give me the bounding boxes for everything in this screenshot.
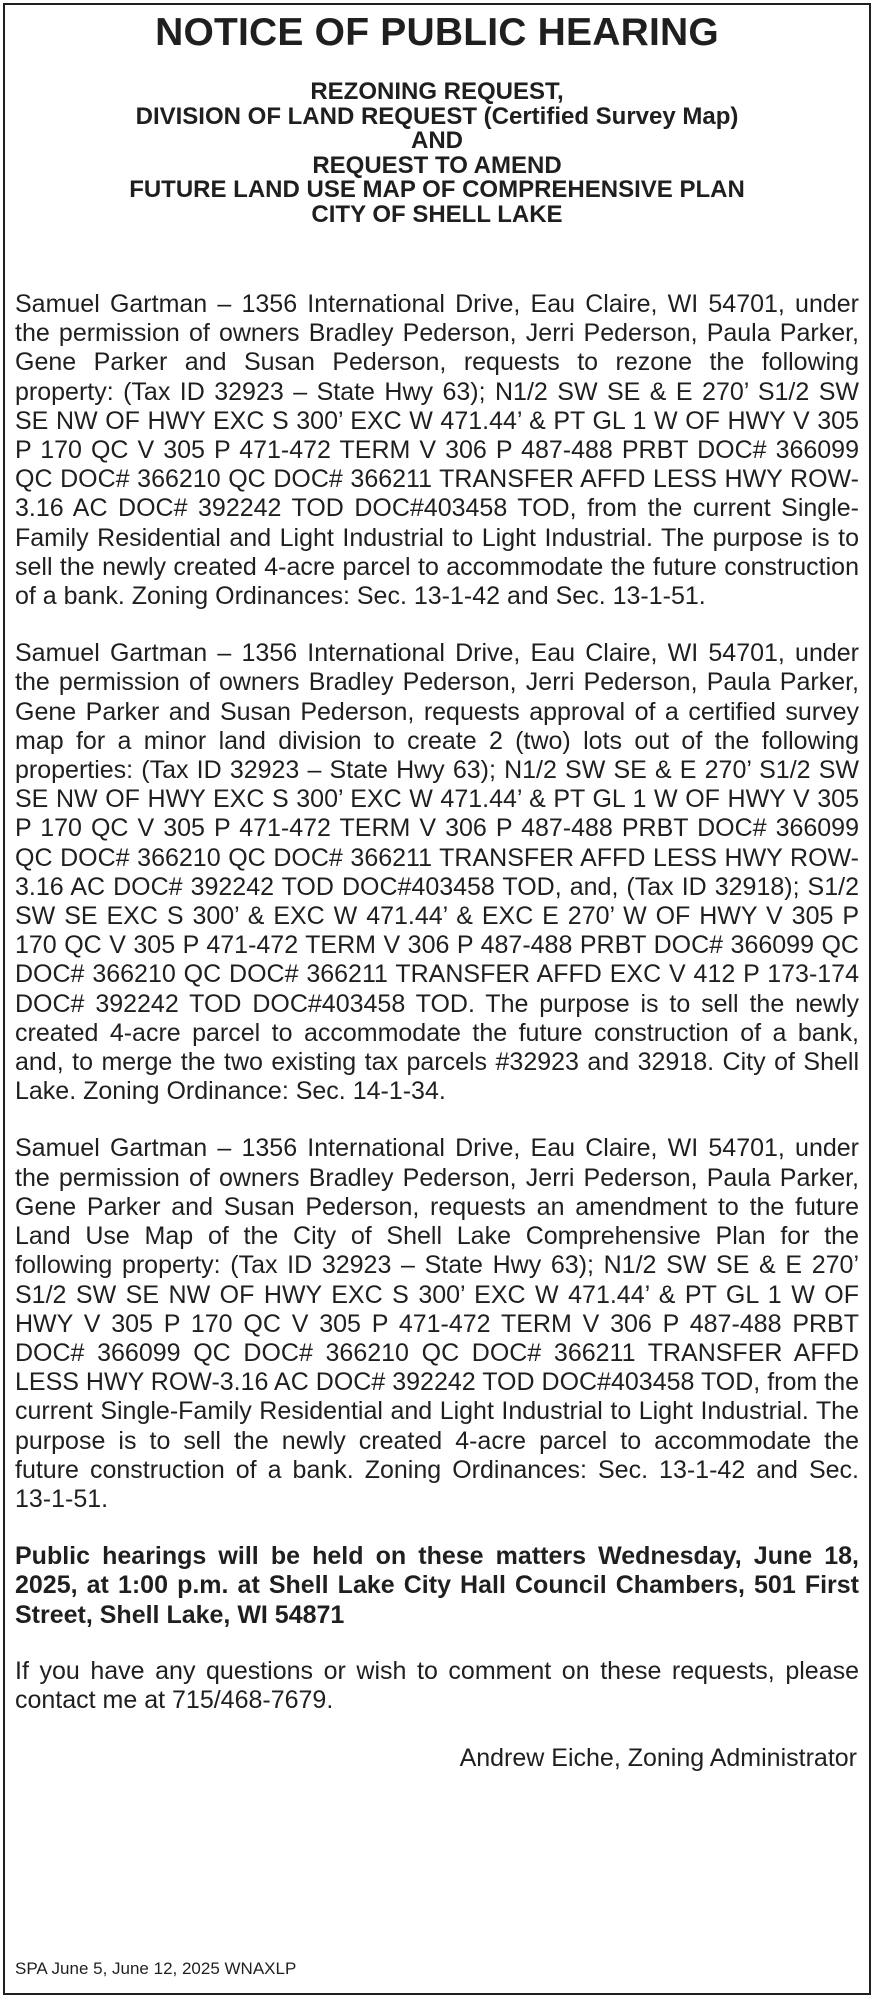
subheading-future-land-use: FUTURE LAND USE MAP OF COMPREHENSIVE PLAN — [129, 176, 745, 203]
hearing-statement: Public hearings will be held on these matters Wednesday, June 18, 2025, at 1:00 p.m. at Shell Lake City Hall Council Chambers, 501 First Street, Shell Lake, WI 54871 — [15, 1542, 859, 1629]
signature: Andrew Eiche, Zoning Administrator — [459, 1744, 857, 1773]
publication-footer: SPA June 5, June 12, 2025 WNAXLP — [15, 1959, 297, 1978]
notice-title: NOTICE OF PUBLIC HEARING — [155, 11, 719, 54]
subheading-division: DIVISION OF LAND REQUEST (Certified Survey Map) — [135, 102, 739, 130]
notice-body — [15, 290, 859, 1773]
subheading-amend: REQUEST TO AMEND — [312, 151, 562, 179]
paragraph-rezoning-request: Samuel Gartman – 1356 International Drive, Eau Claire, WI 54701, under the permission of owners Bradley Pederson, Jerri Pederson, Paula Parker, Gene Parker and Susan Pederson, requests to rezone the following property: (Tax ID 32923 – State Hwy 63); N1/2 SW SE & E 270’ S1/2 SW SE NW OF HWY EXC S 300’ EXC W 471.44’ & PT GL 1 W OF HWY V 305 P 170 QC V 305 P 471-472 TERM V 306 P 487-488 PRBT DOC# 366099 QC DOC# 366210 QC DOC# 366211 TRANSFER AFFD LESS HWY ROW-3.16 AC DOC# 392242 TOD DOC#403458 TOD, from the current Single-Family Residential and Light Industrial to Light Industrial. The purpose is to sell the newly created 4-acre parcel to accommodate the future construction of a bank. Zoning Ordinances: Sec. 13-1-42 and Sec. 13-1-51. — [15, 290, 859, 611]
subheading-rezoning: REZONING REQUEST, — [310, 78, 564, 105]
notice-frame — [3, 3, 871, 1995]
subheading-and: AND — [411, 127, 463, 154]
paragraph-land-use-amendment: Samuel Gartman – 1356 International Drive, Eau Claire, WI 54701, under the permission of owners Bradley Pederson, Jerri Pederson, Paula Parker, Gene Parker and Susan Pederson, requests an amendment to the future Land Use Map of the City of Shell Lake Comprehensive Plan for the following property: (Tax ID 32923 – State Hwy 63); N1/2 SW SE & E 270’ S1/2 SW SE NW OF HWY EXC S 300’ EXC W 471.44’ & PT GL 1 W OF HWY V 305 P 170 QC V 305 P 471-472 TERM V 306 P 487-488 PRBT DOC# 366099 QC DOC# 366210 QC DOC# 366211 TRANSFER AFFD LESS HWY ROW-3.16 AC DOC# 392242 TOD DOC#403458 TOD, from the current Single-Family Residential and Light Industrial to Light Industrial. The purpose is to sell the newly created 4-acre parcel to accommodate the future construction of a bank. Zoning Ordinances: Sec. 13-1-42 and Sec. 13-1-51. — [15, 1134, 859, 1513]
contact-statement: If you have any questions or wish to comment on these requests, please contact me at 715/468-7679. — [15, 1656, 859, 1714]
notice-subheadings — [5, 80, 869, 227]
paragraph-survey-map-request: Samuel Gartman – 1356 International Drive, Eau Claire, WI 54701, under the permission of owners Bradley Pederson, Jerri Pederson, Paula Parker, Gene Parker and Susan Pederson, requests approval of a certified survey map for a minor land division to create 2 (two) lots out of the following properties: (Tax ID 32923 – State Hwy 63); N1/2 SW SE & E 270’ S1/2 SW SE NW OF HWY EXC S 300’ EXC W 471.44’ & PT GL 1 W OF HWY V 305 P 170 QC V 305 P 471-472 TERM V 306 P 487-488 PRBT DOC# 366099 QC DOC# 366210 QC DOC# 366211 TRANSFER AFFD LESS HWY ROW-3.16 AC DOC# 392242 TOD DOC#403458 TOD, and, (Tax ID 32918); S1/2 SW SE EXC S 300’ & EXC W 471.44’ & EXC E 270’ W OF HWY V 305 P 170 QC V 305 P 471-472 TERM V 306 P 487-488 PRBT DOC# 366099 QC DOC# 366210 QC DOC# 366211 TRANSFER AFFD EXC V 412 P 173-174 DOC# 392242 TOD DOC#403458 TOD. The purpose is to sell the newly created 4-acre parcel to accommodate the future construction of a bank, and, to merge the two existing tax parcels #32923 and 32918. City of Shell Lake. Zoning Ordinance: Sec. 14-1-34. — [15, 639, 859, 1106]
subheading-city: CITY OF SHELL LAKE — [311, 200, 563, 228]
